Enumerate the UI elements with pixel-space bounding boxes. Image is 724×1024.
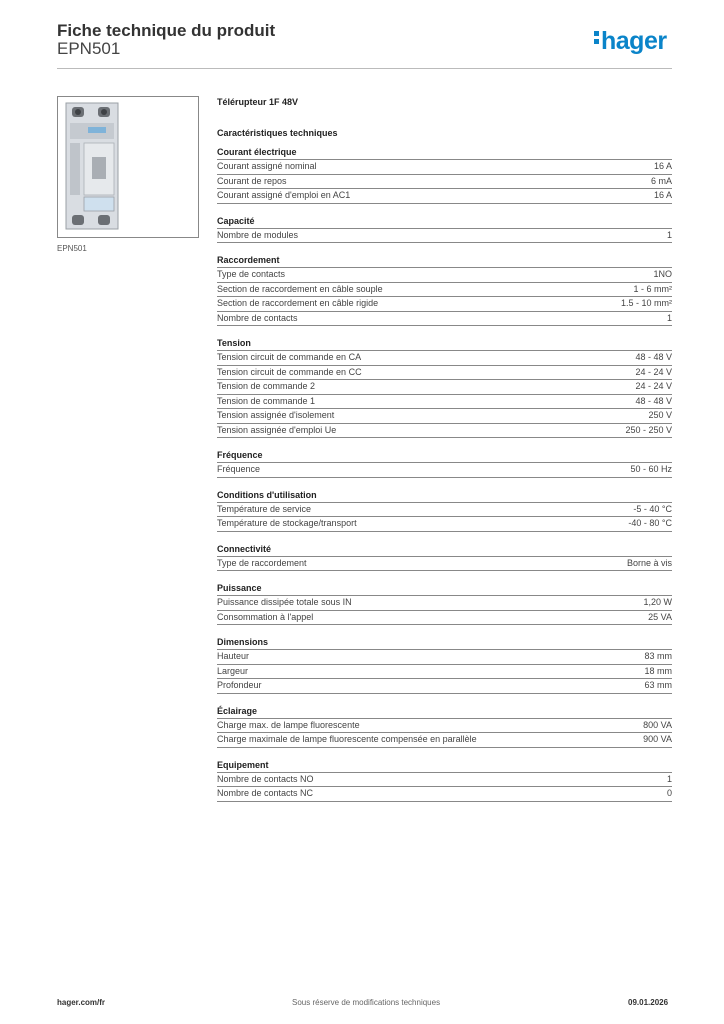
spec-section xyxy=(217,543,672,572)
spec-value: 24 - 24 V xyxy=(635,381,672,391)
spec-label: Section de raccordement en câble souple xyxy=(217,283,383,294)
product-image xyxy=(57,96,199,238)
spec-value: 25 VA xyxy=(648,611,672,622)
spec-value: 900 VA xyxy=(643,734,672,744)
spec-row xyxy=(217,268,672,283)
spec-value: 1 xyxy=(666,229,672,240)
footer-date: 09.01.2026 xyxy=(628,998,669,1007)
spec-label: Puissance dissipée totale sous IN xyxy=(217,597,352,607)
spec-row xyxy=(217,463,672,478)
spec-label: Tension circuit de commande en CA xyxy=(217,352,362,362)
spec-label: Température de stockage/transport xyxy=(217,518,357,528)
spec-label: Courant assigné d'emploi en AC1 xyxy=(217,190,351,200)
spec-value: 1.5 - 10 mm² xyxy=(620,298,672,308)
spec-row xyxy=(217,395,672,410)
spec-value: 1 xyxy=(666,312,672,323)
spec-value: 16 A xyxy=(653,190,672,200)
spec-section xyxy=(217,705,672,748)
spec-value: 0 xyxy=(666,788,672,798)
spec-value: 1 - 6 mm² xyxy=(633,283,672,294)
image-caption: EPN501 xyxy=(57,244,87,253)
spec-label: Tension assignée d'emploi Ue xyxy=(217,424,337,435)
spec-value: 63 mm xyxy=(644,680,672,690)
spec-section xyxy=(217,215,672,244)
spec-label: Largeur xyxy=(217,665,249,676)
spec-row xyxy=(217,175,672,190)
spec-row xyxy=(217,351,672,366)
spec-value: -5 - 40 °C xyxy=(633,503,672,514)
section-heading: Raccordement xyxy=(217,254,672,268)
spec-value: 83 mm xyxy=(644,651,672,661)
spec-label: Tension assignée d'isolement xyxy=(217,410,335,420)
spec-label: Courant de repos xyxy=(217,175,287,186)
spec-section xyxy=(217,146,672,204)
spec-row xyxy=(217,366,672,381)
spec-row xyxy=(217,557,672,572)
spec-row xyxy=(217,312,672,327)
spec-value: 24 - 24 V xyxy=(635,366,672,377)
spec-label: Type de raccordement xyxy=(217,557,307,568)
spec-label: Tension de commande 1 xyxy=(217,395,316,406)
product-title: Télérupteur 1F 48V xyxy=(217,97,299,107)
spec-section xyxy=(217,759,672,802)
logo-dots-icon xyxy=(594,28,599,47)
spec-value: 1,20 W xyxy=(643,597,672,607)
spec-value: 50 - 60 Hz xyxy=(630,464,672,474)
spec-value: 48 - 48 V xyxy=(635,352,672,362)
spec-section xyxy=(217,489,672,532)
spec-row xyxy=(217,283,672,298)
spec-label: Nombre de contacts xyxy=(217,312,298,323)
spec-value: Borne à vis xyxy=(626,557,672,568)
spec-row xyxy=(217,787,672,802)
spec-label: Nombre de modules xyxy=(217,229,299,240)
document-title: Fiche technique du produit xyxy=(57,21,276,40)
spec-value: 16 A xyxy=(653,161,672,171)
spec-row xyxy=(217,503,672,518)
spec-value: 250 V xyxy=(648,410,672,420)
section-heading: Capacité xyxy=(217,215,672,229)
spec-content xyxy=(217,97,672,802)
section-heading: Tension xyxy=(217,337,672,351)
spec-row xyxy=(217,679,672,694)
header-divider xyxy=(57,68,672,69)
spec-row xyxy=(217,773,672,788)
spec-row xyxy=(217,297,672,312)
spec-label: Type de contacts xyxy=(217,269,286,279)
section-heading: Connectivité xyxy=(217,543,672,557)
spec-label: Nombre de contacts NO xyxy=(217,773,314,784)
spec-value: 18 mm xyxy=(644,665,672,676)
spec-row xyxy=(217,650,672,665)
spec-label: Consommation à l'appel xyxy=(217,611,314,622)
spec-row xyxy=(217,517,672,532)
spec-value: 1NO xyxy=(653,269,672,279)
spec-section xyxy=(217,337,672,438)
spec-row xyxy=(217,424,672,439)
section-heading: Conditions d'utilisation xyxy=(217,489,672,503)
spec-row xyxy=(217,665,672,680)
spec-label: Section de raccordement en câble rigide xyxy=(217,298,379,308)
spec-label: Fréquence xyxy=(217,464,261,474)
contactor-device-icon xyxy=(58,97,198,237)
spec-label: Hauteur xyxy=(217,651,250,661)
spec-section xyxy=(217,254,672,326)
spec-heading: Caractéristiques techniques xyxy=(217,128,338,138)
spec-row xyxy=(217,189,672,204)
footer-notice: Sous réserve de modifications techniques xyxy=(292,998,441,1007)
section-heading: Equipement xyxy=(217,759,672,773)
spec-row xyxy=(217,596,672,611)
spec-row xyxy=(217,409,672,424)
section-heading: Puissance xyxy=(217,582,672,596)
spec-sections xyxy=(217,146,672,802)
spec-label: Nombre de contacts NC xyxy=(217,788,314,798)
spec-value: -40 - 80 °C xyxy=(628,518,672,528)
spec-value: 48 - 48 V xyxy=(635,395,672,406)
spec-row xyxy=(217,611,672,626)
spec-section xyxy=(217,636,672,694)
spec-row xyxy=(217,380,672,395)
spec-label: Tension de commande 2 xyxy=(217,381,316,391)
section-heading: Éclairage xyxy=(217,705,672,719)
footer-site: hager.com/fr xyxy=(57,998,106,1007)
spec-value: 800 VA xyxy=(643,719,672,730)
spec-label: Tension circuit de commande en CC xyxy=(217,366,362,377)
spec-section xyxy=(217,582,672,625)
spec-label: Profondeur xyxy=(217,680,262,690)
logo-text: hager xyxy=(601,27,667,55)
spec-value: 1 xyxy=(666,773,672,784)
spec-label: Charge maximale de lampe fluorescente compensée en parallèle xyxy=(217,734,477,744)
spec-label: Courant assigné nominal xyxy=(217,161,317,171)
spec-label: Température de service xyxy=(217,503,312,514)
spec-value: 250 - 250 V xyxy=(625,424,672,435)
spec-row xyxy=(217,719,672,734)
section-heading: Fréquence xyxy=(217,449,672,463)
hager-logo xyxy=(594,27,667,56)
section-heading: Courant électrique xyxy=(217,146,672,160)
spec-label: Charge max. de lampe fluorescente xyxy=(217,719,360,730)
spec-row xyxy=(217,733,672,748)
spec-row xyxy=(217,229,672,244)
section-heading: Dimensions xyxy=(217,636,672,650)
spec-value: 6 mA xyxy=(650,175,672,186)
spec-row xyxy=(217,160,672,175)
product-reference: EPN501 xyxy=(57,39,121,58)
spec-section xyxy=(217,449,672,478)
